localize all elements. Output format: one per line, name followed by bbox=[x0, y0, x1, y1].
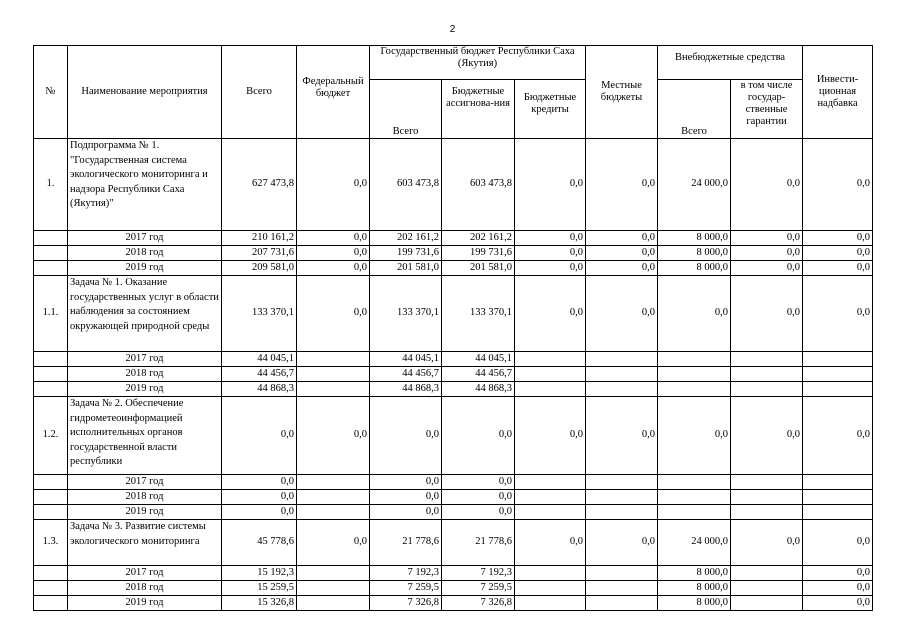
cell-local: 0,0 bbox=[586, 139, 658, 231]
header-state-credits: Бюджетные кредиты bbox=[515, 80, 586, 139]
cell-total: 207 731,6 bbox=[222, 246, 297, 261]
cell-extra-guar: 0,0 bbox=[731, 231, 803, 246]
cell-total: 44 456,7 bbox=[222, 367, 297, 382]
header-state-allocations: Бюджетные ассигнова-ния bbox=[442, 80, 515, 139]
row-year: 2018 год bbox=[68, 367, 222, 382]
header-state-total: Всего bbox=[370, 80, 442, 139]
table-row-year bbox=[34, 566, 873, 581]
table-row-year bbox=[34, 352, 873, 367]
table-row-year bbox=[34, 490, 873, 505]
row-name: Подпрограмма № 1. "Государственная система экологического мониторинга и надзора Республики Саха (Якутия)" bbox=[68, 139, 222, 231]
cell-state-credit: 0,0 bbox=[515, 139, 586, 231]
cell-extra-guar bbox=[731, 382, 803, 397]
cell-total: 44 868,3 bbox=[222, 382, 297, 397]
cell-total: 133 370,1 bbox=[222, 276, 297, 352]
cell-state-alloc: 201 581,0 bbox=[442, 261, 515, 276]
row-year: 2018 год bbox=[68, 490, 222, 505]
cell-invest: 0,0 bbox=[803, 581, 873, 596]
cell-federal: 0,0 bbox=[297, 261, 370, 276]
cell-extra-total bbox=[658, 475, 731, 490]
table-row-year bbox=[34, 505, 873, 520]
cell-state-total: 199 731,6 bbox=[370, 246, 442, 261]
row-index: 1.2. bbox=[34, 397, 68, 475]
cell-total: 0,0 bbox=[222, 490, 297, 505]
cell-state-alloc: 0,0 bbox=[442, 505, 515, 520]
cell-state-credit bbox=[515, 475, 586, 490]
cell-state-credit: 0,0 bbox=[515, 397, 586, 475]
row-index: 1. bbox=[34, 139, 68, 231]
cell-extra-total: 8 000,0 bbox=[658, 246, 731, 261]
cell-state-total: 21 778,6 bbox=[370, 520, 442, 566]
cell-extra-total: 8 000,0 bbox=[658, 261, 731, 276]
table-row-section bbox=[34, 397, 873, 475]
cell-invest bbox=[803, 505, 873, 520]
cell-state-alloc: 0,0 bbox=[442, 397, 515, 475]
cell-invest bbox=[803, 490, 873, 505]
header-extra-guarantees: в том числе государ-ственные гарантии bbox=[731, 80, 803, 139]
cell-invest: 0,0 bbox=[803, 139, 873, 231]
table-row-section bbox=[34, 276, 873, 352]
cell-local bbox=[586, 475, 658, 490]
cell-state-alloc: 603 473,8 bbox=[442, 139, 515, 231]
cell-state-credit: 0,0 bbox=[515, 520, 586, 566]
cell-state-alloc: 0,0 bbox=[442, 475, 515, 490]
cell-extra-guar: 0,0 bbox=[731, 276, 803, 352]
cell-local bbox=[586, 596, 658, 611]
cell-federal bbox=[297, 352, 370, 367]
header-no: № bbox=[34, 46, 68, 139]
cell-federal bbox=[297, 505, 370, 520]
cell-state-total: 7 259,5 bbox=[370, 581, 442, 596]
cell-total: 15 259,5 bbox=[222, 581, 297, 596]
cell-state-total: 202 161,2 bbox=[370, 231, 442, 246]
cell-total: 209 581,0 bbox=[222, 261, 297, 276]
table-row-year bbox=[34, 367, 873, 382]
row-index: 1.1. bbox=[34, 276, 68, 352]
cell-extra-total bbox=[658, 382, 731, 397]
cell-state-credit bbox=[515, 367, 586, 382]
cell-federal: 0,0 bbox=[297, 276, 370, 352]
cell-state-alloc: 44 868,3 bbox=[442, 382, 515, 397]
cell-state-credit: 0,0 bbox=[515, 231, 586, 246]
cell-extra-total bbox=[658, 367, 731, 382]
cell-state-credit bbox=[515, 505, 586, 520]
cell-extra-guar: 0,0 bbox=[731, 520, 803, 566]
row-year: 2017 год bbox=[68, 352, 222, 367]
cell-extra-guar bbox=[731, 505, 803, 520]
cell-extra-total bbox=[658, 490, 731, 505]
table-row-year bbox=[34, 382, 873, 397]
cell-local bbox=[586, 367, 658, 382]
cell-state-alloc: 44 456,7 bbox=[442, 367, 515, 382]
cell-state-alloc: 133 370,1 bbox=[442, 276, 515, 352]
cell-extra-guar: 0,0 bbox=[731, 261, 803, 276]
cell-extra-guar bbox=[731, 352, 803, 367]
row-index bbox=[34, 352, 68, 367]
cell-state-alloc: 199 731,6 bbox=[442, 246, 515, 261]
cell-local: 0,0 bbox=[586, 520, 658, 566]
cell-extra-total: 24 000,0 bbox=[658, 139, 731, 231]
cell-invest bbox=[803, 475, 873, 490]
cell-state-total: 0,0 bbox=[370, 490, 442, 505]
cell-federal bbox=[297, 566, 370, 581]
cell-extra-guar: 0,0 bbox=[731, 139, 803, 231]
cell-federal bbox=[297, 382, 370, 397]
cell-federal bbox=[297, 367, 370, 382]
row-year: 2019 год bbox=[68, 382, 222, 397]
cell-state-total: 0,0 bbox=[370, 475, 442, 490]
cell-total: 15 192,3 bbox=[222, 566, 297, 581]
cell-total: 15 326,8 bbox=[222, 596, 297, 611]
header-local: Местные бюджеты bbox=[586, 46, 658, 139]
table-row-year bbox=[34, 475, 873, 490]
cell-extra-guar: 0,0 bbox=[731, 246, 803, 261]
cell-state-total: 603 473,8 bbox=[370, 139, 442, 231]
cell-invest bbox=[803, 382, 873, 397]
row-index: 1.3. bbox=[34, 520, 68, 566]
row-year: 2017 год bbox=[68, 231, 222, 246]
cell-total: 45 778,6 bbox=[222, 520, 297, 566]
header-row-1 bbox=[34, 46, 873, 80]
cell-extra-total: 0,0 bbox=[658, 397, 731, 475]
cell-total: 44 045,1 bbox=[222, 352, 297, 367]
cell-state-total: 133 370,1 bbox=[370, 276, 442, 352]
cell-state-alloc: 7 259,5 bbox=[442, 581, 515, 596]
cell-state-credit: 0,0 bbox=[515, 276, 586, 352]
cell-federal: 0,0 bbox=[297, 397, 370, 475]
cell-extra-total: 8 000,0 bbox=[658, 231, 731, 246]
cell-state-credit bbox=[515, 490, 586, 505]
row-index bbox=[34, 231, 68, 246]
cell-state-total: 44 045,1 bbox=[370, 352, 442, 367]
cell-federal: 0,0 bbox=[297, 231, 370, 246]
cell-invest: 0,0 bbox=[803, 261, 873, 276]
row-name: Задача № 1. Оказание государственных услуг в области наблюдения за состоянием окружающей природной среды bbox=[68, 276, 222, 352]
cell-extra-guar bbox=[731, 566, 803, 581]
cell-state-credit: 0,0 bbox=[515, 261, 586, 276]
row-year: 2018 год bbox=[68, 246, 222, 261]
cell-federal bbox=[297, 581, 370, 596]
row-index bbox=[34, 475, 68, 490]
cell-state-total: 201 581,0 bbox=[370, 261, 442, 276]
page-number: 2 bbox=[449, 24, 456, 35]
cell-total: 210 161,2 bbox=[222, 231, 297, 246]
table-row-section bbox=[34, 139, 873, 231]
cell-federal bbox=[297, 490, 370, 505]
table-row-year bbox=[34, 246, 873, 261]
cell-extra-guar: 0,0 bbox=[731, 397, 803, 475]
cell-state-alloc: 44 045,1 bbox=[442, 352, 515, 367]
cell-federal: 0,0 bbox=[297, 246, 370, 261]
cell-state-alloc: 7 326,8 bbox=[442, 596, 515, 611]
header-total: Всего bbox=[222, 46, 297, 139]
cell-local bbox=[586, 505, 658, 520]
cell-federal bbox=[297, 596, 370, 611]
table-row-year bbox=[34, 596, 873, 611]
cell-local bbox=[586, 581, 658, 596]
table-row-year bbox=[34, 231, 873, 246]
cell-state-alloc: 0,0 bbox=[442, 490, 515, 505]
cell-extra-total: 8 000,0 bbox=[658, 566, 731, 581]
cell-state-total: 7 326,8 bbox=[370, 596, 442, 611]
cell-invest bbox=[803, 352, 873, 367]
cell-total: 627 473,8 bbox=[222, 139, 297, 231]
table-row-year bbox=[34, 261, 873, 276]
cell-state-alloc: 202 161,2 bbox=[442, 231, 515, 246]
cell-local: 0,0 bbox=[586, 397, 658, 475]
cell-federal: 0,0 bbox=[297, 139, 370, 231]
row-index bbox=[34, 505, 68, 520]
row-index bbox=[34, 596, 68, 611]
cell-extra-total: 0,0 bbox=[658, 276, 731, 352]
row-index bbox=[34, 382, 68, 397]
cell-total: 0,0 bbox=[222, 397, 297, 475]
table-body bbox=[34, 139, 873, 611]
cell-extra-guar bbox=[731, 596, 803, 611]
cell-invest: 0,0 bbox=[803, 397, 873, 475]
cell-extra-guar bbox=[731, 475, 803, 490]
row-index bbox=[34, 581, 68, 596]
header-extra-total: Всего bbox=[658, 80, 731, 139]
row-index bbox=[34, 490, 68, 505]
cell-state-total: 0,0 bbox=[370, 505, 442, 520]
row-index bbox=[34, 566, 68, 581]
cell-extra-guar bbox=[731, 367, 803, 382]
cell-extra-total: 24 000,0 bbox=[658, 520, 731, 566]
cell-invest: 0,0 bbox=[803, 520, 873, 566]
cell-extra-total: 8 000,0 bbox=[658, 596, 731, 611]
cell-invest: 0,0 bbox=[803, 596, 873, 611]
row-name: Задача № 2. Обеспечение гидрометеоинформацией исполнительных органов государственной власти республики bbox=[68, 397, 222, 475]
row-name: Задача № 3. Развитие системы экологического мониторинга bbox=[68, 520, 222, 566]
cell-invest: 0,0 bbox=[803, 231, 873, 246]
cell-extra-total: 8 000,0 bbox=[658, 581, 731, 596]
cell-state-total: 0,0 bbox=[370, 397, 442, 475]
row-year: 2019 год bbox=[68, 505, 222, 520]
row-year: 2019 год bbox=[68, 261, 222, 276]
header-extra-group: Внебюджетные средства bbox=[658, 46, 803, 80]
cell-local: 0,0 bbox=[586, 261, 658, 276]
cell-state-alloc: 7 192,3 bbox=[442, 566, 515, 581]
cell-local: 0,0 bbox=[586, 276, 658, 352]
row-year: 2018 год bbox=[68, 581, 222, 596]
cell-state-total: 44 868,3 bbox=[370, 382, 442, 397]
cell-local bbox=[586, 490, 658, 505]
table-row-year bbox=[34, 581, 873, 596]
cell-state-total: 44 456,7 bbox=[370, 367, 442, 382]
row-year: 2017 год bbox=[68, 475, 222, 490]
cell-total: 0,0 bbox=[222, 475, 297, 490]
cell-local bbox=[586, 382, 658, 397]
cell-invest: 0,0 bbox=[803, 276, 873, 352]
cell-local: 0,0 bbox=[586, 246, 658, 261]
cell-federal: 0,0 bbox=[297, 520, 370, 566]
cell-extra-total bbox=[658, 505, 731, 520]
table-row-section bbox=[34, 520, 873, 566]
cell-state-credit bbox=[515, 382, 586, 397]
cell-invest: 0,0 bbox=[803, 246, 873, 261]
row-index bbox=[34, 367, 68, 382]
cell-local bbox=[586, 352, 658, 367]
cell-local bbox=[586, 566, 658, 581]
cell-extra-total bbox=[658, 352, 731, 367]
cell-state-credit bbox=[515, 581, 586, 596]
row-index bbox=[34, 261, 68, 276]
header-invest: Инвести-ционная надбавка bbox=[803, 46, 873, 139]
cell-total: 0,0 bbox=[222, 505, 297, 520]
cell-invest bbox=[803, 367, 873, 382]
row-year: 2017 год bbox=[68, 566, 222, 581]
cell-federal bbox=[297, 475, 370, 490]
cell-state-credit bbox=[515, 352, 586, 367]
cell-state-alloc: 21 778,6 bbox=[442, 520, 515, 566]
cell-local: 0,0 bbox=[586, 231, 658, 246]
cell-state-total: 7 192,3 bbox=[370, 566, 442, 581]
budget-table bbox=[33, 45, 873, 611]
cell-invest: 0,0 bbox=[803, 566, 873, 581]
row-index bbox=[34, 246, 68, 261]
cell-state-credit: 0,0 bbox=[515, 246, 586, 261]
header-state-budget-group: Государственный бюджет Республики Саха (Якутия) bbox=[370, 46, 586, 80]
header-federal: Федеральный бюджет bbox=[297, 46, 370, 139]
row-year: 2019 год bbox=[68, 596, 222, 611]
cell-state-credit bbox=[515, 566, 586, 581]
cell-extra-guar bbox=[731, 581, 803, 596]
cell-extra-guar bbox=[731, 490, 803, 505]
cell-state-credit bbox=[515, 596, 586, 611]
header-name: Наименование мероприятия bbox=[68, 46, 222, 139]
